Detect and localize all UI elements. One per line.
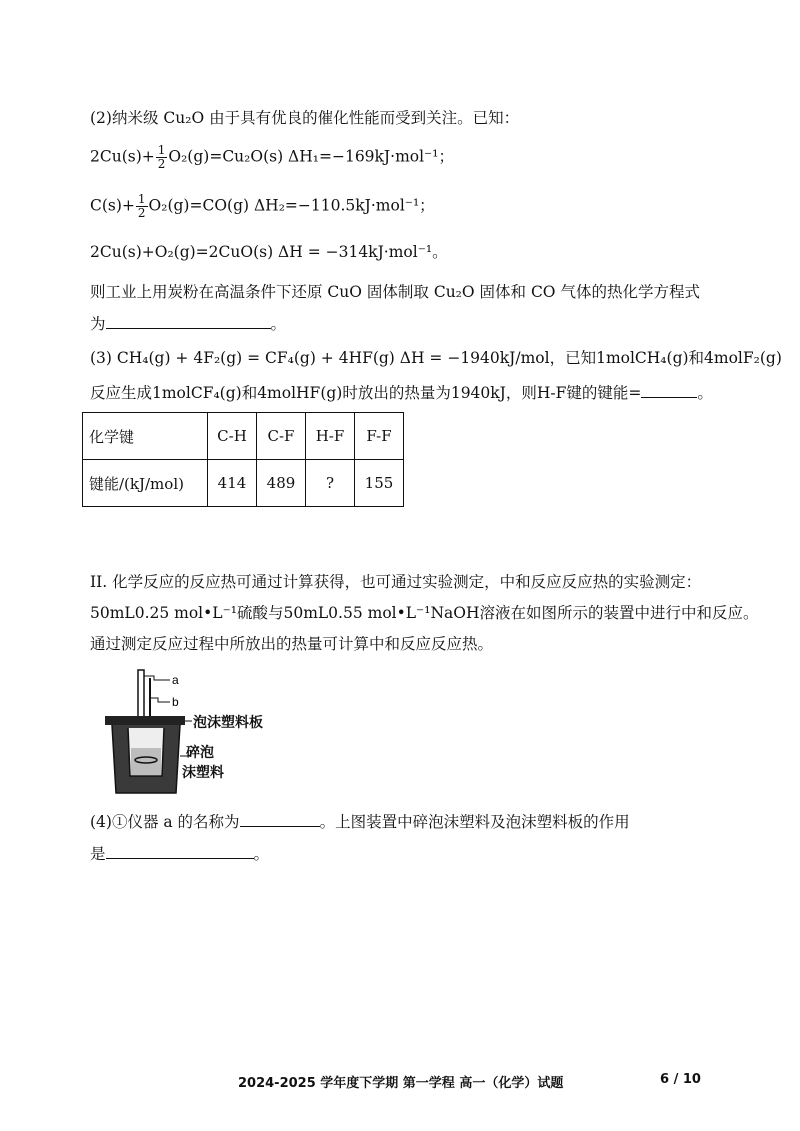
q2-answer-suffix: 。 xyxy=(270,315,287,333)
section-ii-line-1: II. 化学反应的反应热可通过计算获得，也可通过实验测定，中和反应反应热的实验测定： xyxy=(90,573,702,591)
instrument-name-blank[interactable] xyxy=(240,812,320,827)
q2-eq2-right: O₂(g)=CO(g) ΔH₂=−110.5kJ·mol⁻¹； xyxy=(148,196,435,215)
q2-equation-1 xyxy=(90,144,454,171)
table-header-cell: C-F xyxy=(257,413,306,460)
table-header-row xyxy=(83,413,404,460)
q4-part-2: 。上图装置中碎泡沫塑料及泡沫塑料板的作用 xyxy=(319,813,630,831)
label-b-leader xyxy=(150,698,170,702)
label-foam-board: 泡沫塑料板 xyxy=(193,715,263,731)
q3-line-2-text: 反应生成1molCF₄(g)和4molHF(g)时放出的热量为1940kJ，则H-F键的键能= xyxy=(90,384,642,402)
table-cell: 414 xyxy=(208,460,257,507)
table-header-cell: 化学键 xyxy=(83,413,208,460)
fraction-half: $\frac{1}{2}$ xyxy=(137,192,146,220)
table-cell: 489 xyxy=(257,460,306,507)
table-header-cell: C-H xyxy=(208,413,257,460)
foam-purpose-blank[interactable] xyxy=(106,844,254,859)
label-a-leader xyxy=(144,676,170,680)
page-number: 6 / 10 xyxy=(660,1072,701,1087)
q2-equation-2 xyxy=(90,193,435,220)
table-row xyxy=(83,460,404,507)
table-cell: 155 xyxy=(355,460,404,507)
q4-part-3: 是 xyxy=(90,845,106,863)
q4-part-4: 。 xyxy=(253,845,270,863)
q4-part-1: (4)①仪器 a 的名称为 xyxy=(90,813,240,831)
foam-board xyxy=(105,716,185,725)
q2-eq1-left: 2Cu(s)+ xyxy=(90,147,155,166)
q2-eq2-left: C(s)+ xyxy=(90,196,135,215)
label-foam-line1: 碎泡 xyxy=(186,745,214,761)
q2-eq1-right: O₂(g)=Cu₂O(s) ΔH₁=−169kJ·mol⁻¹； xyxy=(168,147,454,166)
label-b: b xyxy=(172,695,179,709)
q2-answer-line xyxy=(90,312,286,334)
q2-answer-blank[interactable] xyxy=(106,314,271,329)
section-ii-line-2: 50mL0.25 mol•L⁻¹硫酸与50mL0.55 mol•L⁻¹NaOH溶液在如图所示的装置中进行中和反应。 xyxy=(90,604,759,622)
q2-question: 则工业上用炭粉在高温条件下还原 CuO 固体制取 Cu₂O 固体和 CO 气体的热化学方程式 xyxy=(90,283,700,301)
q2-intro: (2)纳米级 Cu₂O 由于具有优良的催化性能而受到关注。已知： xyxy=(90,109,520,127)
q3-line-2-suffix: 。 xyxy=(697,384,713,402)
table-header-cell: F-F xyxy=(355,413,404,460)
table-cell: 键能/(kJ/mol) xyxy=(83,460,208,507)
q2-equation-3: 2Cu(s)+O₂(g)=2CuO(s) ΔH = −314kJ·mol⁻¹。 xyxy=(90,243,448,261)
q2-answer-prefix: 为 xyxy=(90,315,106,333)
fraction-half: $\frac{1}{2}$ xyxy=(157,143,166,171)
q3-line-1: (3) CH₄(g) + 4F₂(g) = CF₄(g) + 4HF(g) ΔH = −1940kJ/mol，已知1molCH₄(g)和4molF₂(g) xyxy=(90,349,782,367)
label-foam-line2: 沫塑料 xyxy=(182,765,224,781)
bond-energy-table xyxy=(82,412,404,507)
table-cell: ? xyxy=(306,460,355,507)
section-ii-line-3: 通过测定反应过程中所放出的热量可计算中和反应反应热。 xyxy=(90,635,494,653)
hf-bond-energy-blank[interactable] xyxy=(641,383,697,398)
footer-title: 2024-2025 学年度下学期 第一学程 高一（化学）试题 xyxy=(238,1076,564,1091)
label-a: a xyxy=(172,673,179,687)
q3-line-2 xyxy=(90,381,713,403)
q4-line-1 xyxy=(90,810,630,832)
table-header-cell: H-F xyxy=(306,413,355,460)
q4-line-2 xyxy=(90,842,269,864)
